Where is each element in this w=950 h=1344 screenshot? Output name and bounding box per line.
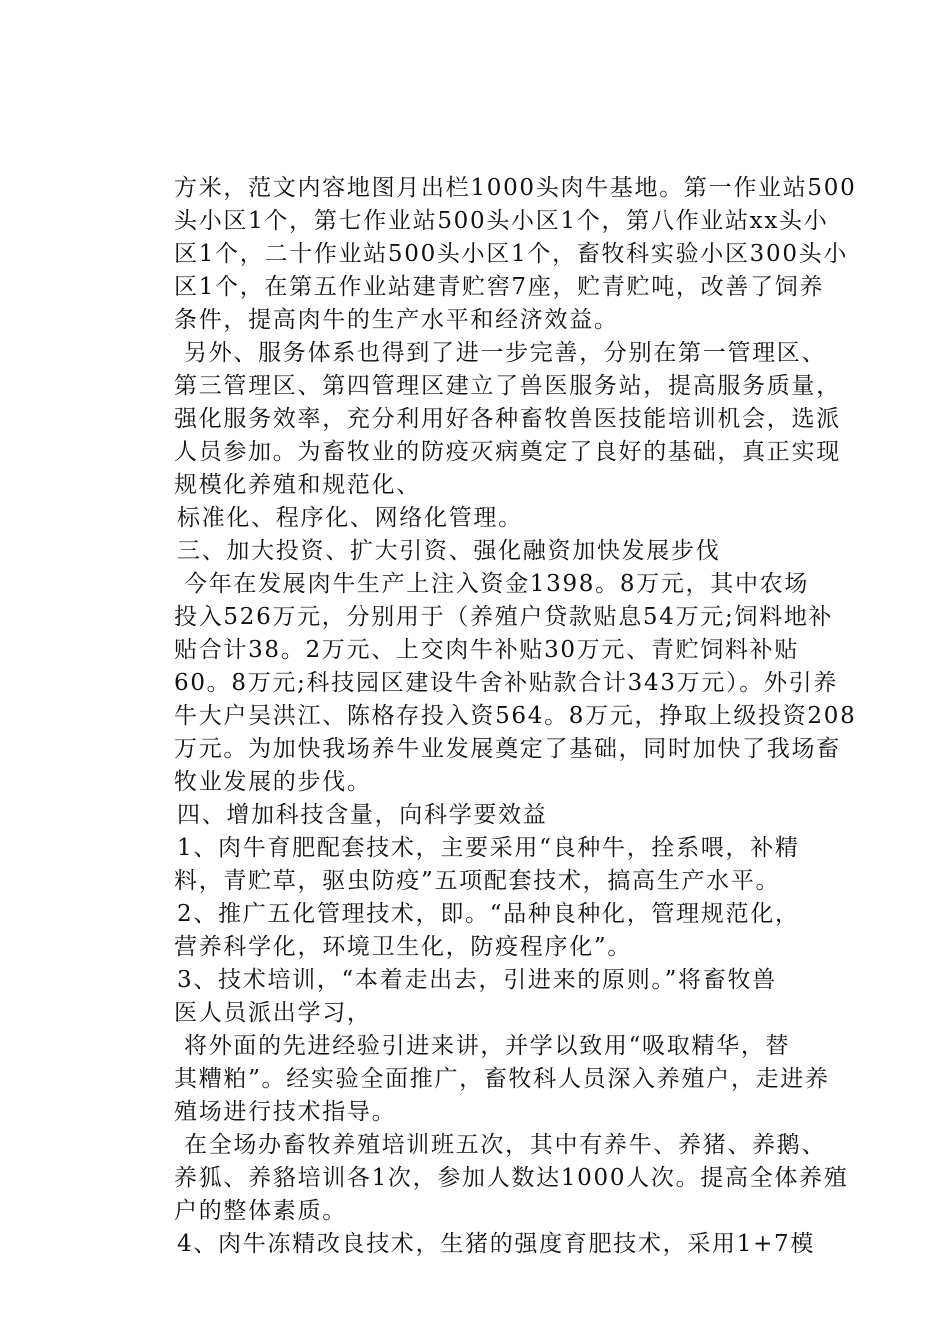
body-text bbox=[174, 172, 874, 1261]
text-line: 条件，提高肉牛的生产水平和经济效益。 bbox=[174, 307, 619, 333]
text-line: 牛大户吴洪江、陈格存投入资564。8万元，挣取上级投资208 bbox=[174, 703, 857, 729]
text-line: 将外面的先进经验引进来讲，并学以致用“吸取精华，替 bbox=[184, 1033, 791, 1059]
text-line: 人员参加。为畜牧业的防疫灭病奠定了良好的基础，真正实现 bbox=[174, 439, 841, 465]
text-line: 60。8万元;科技园区建设牛舍补贴款合计343万元）。外引养 bbox=[174, 670, 839, 696]
text-line: 户的整体素质。 bbox=[174, 1198, 347, 1224]
text-line: 万元。为加快我场养牛业发展奠定了基础，同时加快了我场畜 bbox=[174, 736, 841, 762]
text-line: 其糟粕”。经实验全面推广，畜牧科人员深入养殖户，走进养 bbox=[174, 1066, 830, 1092]
text-line: 方米，范文内容地图月出栏1000头肉牛基地。第一作业站500 bbox=[174, 175, 857, 201]
text-line: 4、肉牛冻精改良技术，生猪的强度育肥技术，采用1+7模 bbox=[177, 1231, 816, 1257]
text-line: 在全场办畜牧养殖培训班五次，其中有养牛、养猪、养鹅、 bbox=[184, 1132, 827, 1158]
text-line: 殖场进行技术指导。 bbox=[174, 1099, 397, 1125]
text-line: 第三管理区、第四管理区建立了兽医服务站，提高服务质量， bbox=[174, 373, 841, 399]
text-line: 投入526万元，分别用于（养殖户贷款贴息54万元;饲料地补 bbox=[174, 604, 834, 630]
text-line: 养狐、养貉培训各1次，参加人数达1000人次。提高全体养殖 bbox=[174, 1165, 849, 1191]
text-line: 四、增加科技含量，向科学要效益 bbox=[177, 802, 548, 828]
text-line: 区1个，在第五作业站建青贮窖7座，贮青贮吨，改善了饲养 bbox=[174, 274, 825, 300]
text-line: 营养科学化，环境卫生化，防疫程序化”。 bbox=[174, 934, 633, 960]
text-line: 医人员派出学习， bbox=[174, 1000, 372, 1026]
text-line: 规模化养殖和规范化、 bbox=[174, 472, 421, 498]
text-line: 三、加大投资、扩大引资、强化融资加快发展步伐 bbox=[177, 538, 721, 564]
text-line: 强化服务效率，充分利用好各种畜牧兽医技能培训机会，选派 bbox=[174, 406, 841, 432]
text-line: 标准化、程序化、网络化管理。 bbox=[177, 505, 523, 531]
text-line: 头小区1个，第七作业站500头小区1个，第八作业站xx头小 bbox=[174, 208, 829, 234]
text-line: 牧业发展的步伐。 bbox=[174, 769, 372, 795]
text-line: 今年在发展肉牛生产上注入资金1398。8万元，其中农场 bbox=[184, 571, 810, 597]
text-line: 另外、服务体系也得到了进一步完善，分别在第一管理区、 bbox=[184, 340, 827, 366]
text-line: 料，青贮草，驱虫防疫”五项配套技术，搞高生产水平。 bbox=[174, 868, 781, 894]
text-line: 区1个，二十作业站500头小区1个，畜牧科实验小区300头小 bbox=[174, 241, 849, 267]
text-line: 1、肉牛育肥配套技术，主要采用“良种牛，拴系喂，补精 bbox=[177, 835, 800, 861]
text-line: 贴合计38。2万元、上交肉牛补贴30万元、青贮饲料补贴 bbox=[174, 637, 800, 663]
text-line: 2、推广五化管理技术，即。“品种良种化，管理规范化， bbox=[177, 901, 800, 927]
text-line: 3、技术培训，“本着走出去，引进来的原则。”将畜牧兽 bbox=[177, 967, 777, 993]
